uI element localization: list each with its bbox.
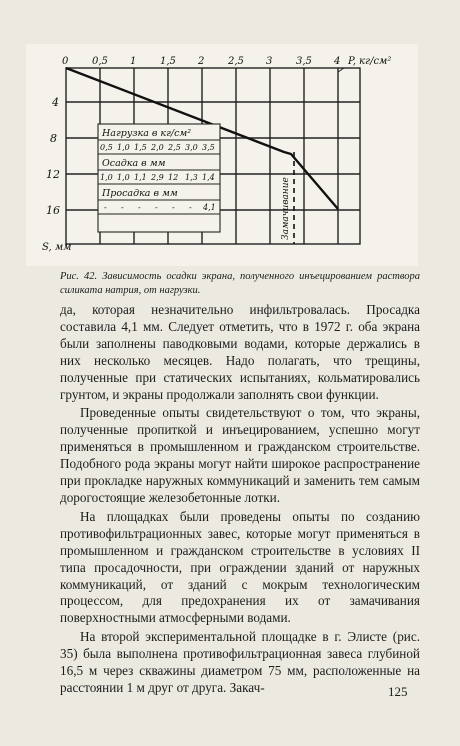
x-tick: 1: [130, 56, 137, 67]
load-value: 0,5: [100, 143, 113, 152]
page-number: 125: [388, 684, 408, 699]
x-tick: 0: [62, 56, 69, 67]
prosadka-value: -: [189, 203, 192, 212]
table-prosadka-header: Просадка в мм: [102, 188, 178, 199]
prosadka-value: -: [138, 203, 141, 212]
settle-value: 1,0: [100, 173, 113, 182]
paragraph: Проведенные опыты свидетельствуют о том, что экраны, полученные пропиткой и инъецированием, успешно могут применяться в промышленном и гражданском строительстве. Подобного рода экраны могут найти широкое распространение при прокладке наружных коммуникаций и заменить тем самым дорогостоящие железобетонные лотки.: [60, 405, 420, 505]
settle-value: 1,4: [202, 173, 215, 182]
paragraph: На площадках были проведены опыты по созданию противофильтрационных завес, которые могут применяться в промышленном и гражданском строительстве в условиях II типа просадочности, при ограждении зданий от наружных коммуникаций, от зданий с мокрым технологическим процессом, для предохранения их от замачивания поверхностными атмосферными водами.: [60, 508, 420, 626]
load-value: 1,5: [134, 143, 147, 152]
x-tick: 2,5: [228, 56, 244, 67]
prosadka-value: -: [155, 203, 158, 212]
y-tick: 12: [46, 168, 60, 181]
y-tick: 16: [46, 204, 60, 217]
load-value: 3,5: [202, 143, 215, 152]
settle-value: 1,3: [185, 173, 198, 182]
x-tick: 4: [334, 56, 341, 67]
paragraph: На второй экспериментальной площадке в г. Элисте (рис. 35) была выполнена противофильтрационная завеса глубиной 16,5 м через скважины диаметром 75 мм, расположенные на расстоянии 1 м друг от друга. Закач-: [60, 629, 420, 695]
prosadka-value: -: [104, 203, 107, 212]
x-tick: 0,5: [92, 56, 108, 67]
x-tick: 3: [266, 56, 273, 67]
y-tick: 8: [50, 132, 57, 145]
load-value: 3,0: [185, 143, 198, 152]
settle-value: 1,0: [117, 173, 130, 182]
y-axis-label: S, мм: [42, 242, 72, 253]
settle-value: 1,1: [134, 173, 147, 182]
load-value: 2,0: [151, 143, 164, 152]
chart-svg: [26, 44, 418, 266]
figure-settlement-chart: [26, 44, 418, 266]
x-axis-label: P, кг/см²: [348, 56, 392, 67]
body-text: [60, 302, 420, 699]
wetting-annotation: Замачивание: [281, 177, 291, 240]
settle-value: 2,9: [151, 173, 164, 182]
prosadka-value: -: [121, 203, 124, 212]
load-value: 1,0: [117, 143, 130, 152]
load-value: 2,5: [168, 143, 181, 152]
figure-caption: Рис. 42. Зависимость осадки экрана, полученного инъецированием раствора силиката натрия, от нагрузки.: [60, 271, 420, 296]
x-tick: 1,5: [160, 56, 176, 67]
table-settle-header: Осадка в мм: [102, 158, 166, 169]
settle-value: 12: [168, 173, 179, 182]
table-load-header: Нагрузка в кг/см²: [102, 128, 192, 139]
y-tick: 4: [52, 96, 59, 109]
prosadka-value: -: [172, 203, 175, 212]
prosadka-value: 4,1: [203, 203, 216, 212]
x-tick: 3,5: [296, 56, 312, 67]
x-tick: 2: [198, 56, 205, 67]
paragraph: да, которая незначительно инфильтровалась. Просадка составила 4,1 мм. Следует отметить, что в 1972 г. оба экрана были заполнены паводковыми водами, которые держались в них несколько месяцев. Надо полагать, что трещины, полученные при статических испытаниях, кольматировались грунтом, и экраны продолжали заполнять свои функции.: [60, 302, 420, 402]
